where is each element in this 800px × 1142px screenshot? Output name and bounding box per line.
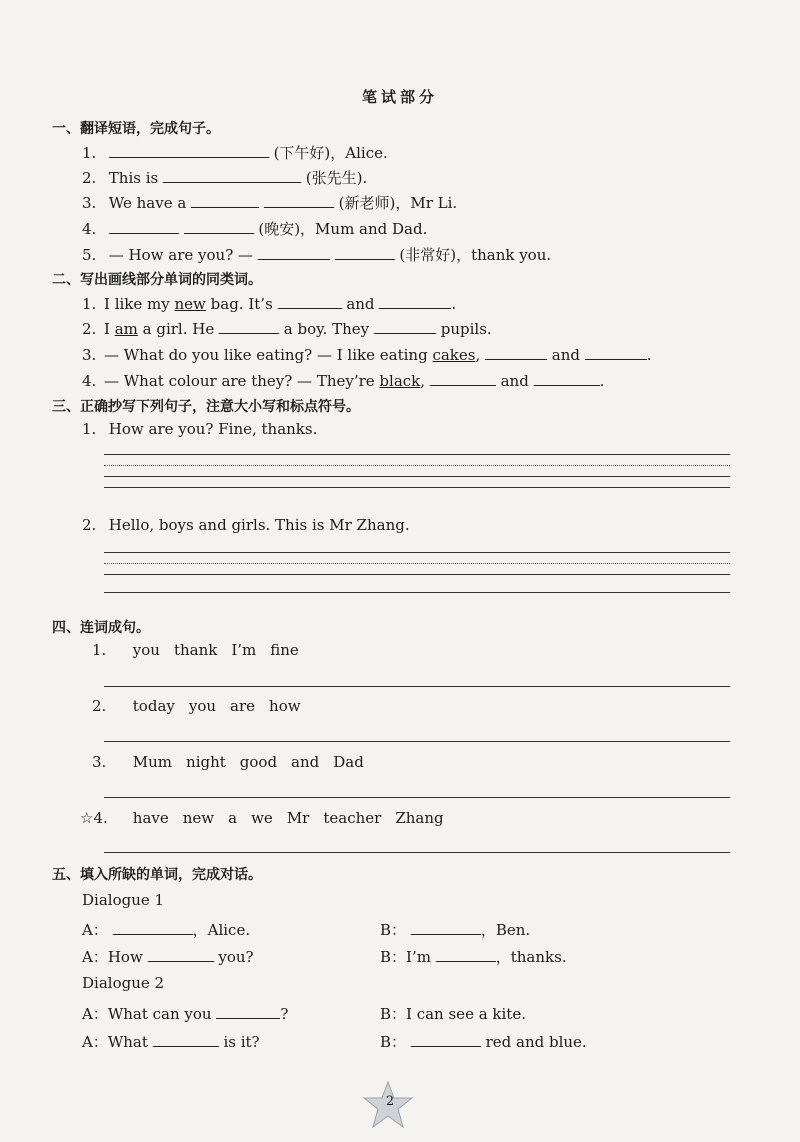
s4-item-3: 3. Mum night good and Dad <box>92 753 364 771</box>
answer-blank[interactable] <box>264 193 334 208</box>
answer-blank[interactable] <box>216 1004 280 1019</box>
d2-line-a: A：What can you ? <box>82 1005 289 1023</box>
d1-line-c: A：How you? <box>82 948 254 966</box>
s2-item-3: 3. — What do you like eating? — I like eating cakes, and . <box>82 346 652 364</box>
section-4-heading: 四、连词成句。 <box>52 620 150 636</box>
d2-line-d: B： red and blue. <box>380 1033 587 1051</box>
page-number: 2 <box>385 1094 395 1109</box>
d1-line-b: B： ，Ben. <box>380 921 531 939</box>
answer-blank[interactable] <box>430 371 496 386</box>
answer-blank[interactable] <box>258 245 330 260</box>
s1-item-1: 1. (下午好)，Alice. <box>82 144 388 162</box>
s2-item-1: 1. I like my new bag. It’s and . <box>82 295 457 313</box>
answer-blank[interactable] <box>335 245 395 260</box>
answer-blank[interactable] <box>109 143 269 158</box>
s1-item-4: 4. (晚安)，Mum and Dad. <box>82 220 428 238</box>
d2-line-c: A：What is it? <box>82 1033 260 1051</box>
dialogue-1-label: Dialogue 1 <box>82 891 165 909</box>
answer-blank[interactable] <box>184 219 254 234</box>
answer-blank[interactable] <box>379 294 451 309</box>
s1-item-2: 2. This is (张先生). <box>82 169 368 187</box>
answer-blank[interactable] <box>113 920 193 935</box>
s1-item-5: 5. — How are you? — (非常好)，thank you. <box>82 246 552 264</box>
answer-blank[interactable] <box>374 319 436 334</box>
answer-blank[interactable] <box>411 920 481 935</box>
answer-line[interactable] <box>104 686 730 687</box>
answer-blank[interactable] <box>485 345 547 360</box>
answer-blank[interactable] <box>109 219 179 234</box>
d1-line-a: A： ，Alice. <box>82 921 251 939</box>
s4-item-2: 2. today you are how <box>92 697 301 715</box>
s2-item-2: 2. I am a girl. He a boy. They pupils. <box>82 320 492 338</box>
section-5-heading: 五、填入所缺的单词，完成对话。 <box>52 867 262 883</box>
s2-item-4: 4. — What colour are they? — They’re black, and . <box>82 372 605 390</box>
s1-item-3: 3. We have a (新老师)，Mr Li. <box>82 194 458 212</box>
answer-blank[interactable] <box>534 371 600 386</box>
page-title: 笔试部分 <box>361 88 438 106</box>
answer-blank[interactable] <box>163 168 301 183</box>
s4-item-1: 1. you thank I’m fine <box>92 641 299 659</box>
answer-blank[interactable] <box>148 947 214 962</box>
answer-blank[interactable] <box>411 1032 481 1047</box>
answer-blank[interactable] <box>585 345 647 360</box>
answer-line[interactable] <box>104 852 730 853</box>
answer-line[interactable] <box>104 797 730 798</box>
s4-item-4: ☆4. have new a we Mr teacher Zhang <box>80 809 444 827</box>
section-3-heading: 三、正确抄写下列句子，注意大小写和标点符号。 <box>52 399 360 415</box>
answer-blank[interactable] <box>153 1032 219 1047</box>
answer-blank[interactable] <box>219 319 279 334</box>
d2-line-b: B：I can see a kite. <box>380 1005 526 1023</box>
s3-item-2: 2. Hello, boys and girls. This is Mr Zhang. <box>82 516 410 534</box>
section-1-heading: 一、翻译短语，完成句子。 <box>52 121 220 137</box>
dialogue-2-label: Dialogue 2 <box>82 974 165 992</box>
answer-blank[interactable] <box>278 294 342 309</box>
answer-blank[interactable] <box>436 947 496 962</box>
answer-line[interactable] <box>104 741 730 742</box>
d1-line-d: B：I’m ，thanks. <box>380 948 567 966</box>
answer-blank[interactable] <box>191 193 259 208</box>
s3-item-1: 1. How are you? Fine, thanks. <box>82 420 318 438</box>
section-2-heading: 二、写出画线部分单词的同类词。 <box>52 272 262 288</box>
